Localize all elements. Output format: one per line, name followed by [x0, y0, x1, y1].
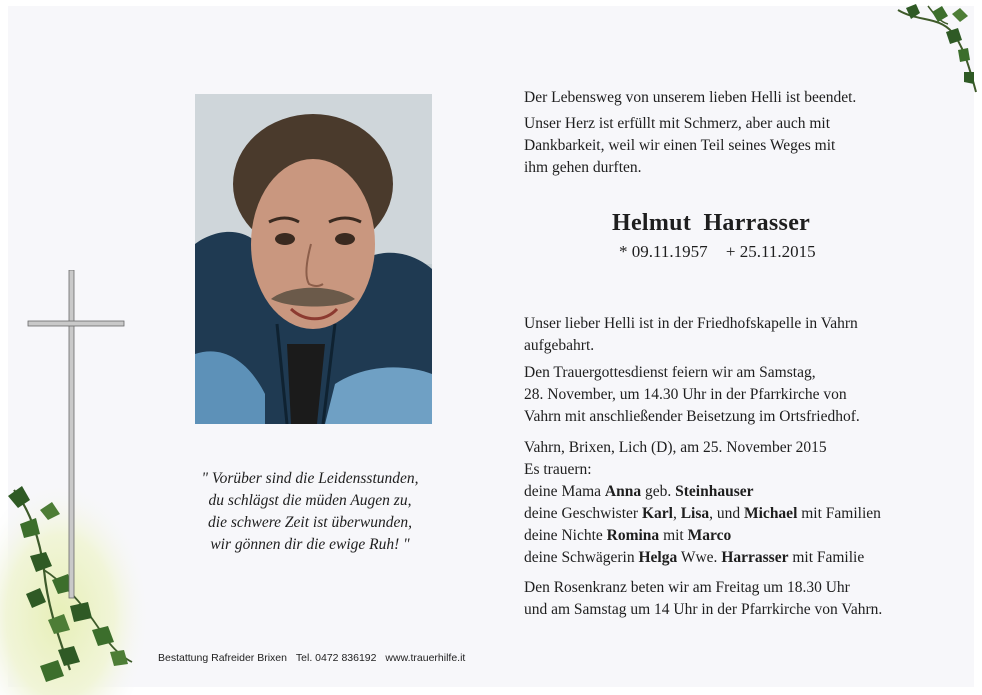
mourner-relation: deine Schwägerin	[524, 549, 639, 566]
mourner-relation: deine Nichte	[524, 527, 607, 544]
mourner-relation: deine Mama	[524, 483, 605, 500]
mourner-line	[524, 481, 881, 503]
intro-line: ihm gehen durften.	[524, 159, 642, 176]
funeral-home-website: www.trauerhilfe.it	[385, 652, 466, 664]
place-date: Vahrn, Brixen, Lich (D), am 25. November 2015	[524, 439, 827, 456]
body-line: 28. November, um 14.30 Uhr in der Pfarrkirche von	[524, 386, 847, 403]
rosary-line: Den Rosenkranz beten wir am Freitag um 18.30 Uhr	[524, 579, 850, 596]
rosary-paragraph	[524, 577, 882, 621]
portrait-photo	[195, 94, 432, 424]
mourner-text: mit Familie	[788, 549, 865, 566]
rosary-line: und am Samstag um 14 Uhr in der Pfarrkirche von Vahrn.	[524, 601, 883, 618]
funeral-home-name: Bestattung Rafreider Brixen	[158, 652, 287, 664]
mourner-text: mit Familien	[797, 505, 881, 522]
funeral-home-footer	[158, 652, 465, 664]
intro-paragraph	[524, 113, 835, 179]
mourner-name: Anna	[604, 483, 642, 500]
intro-line: Dankbarkeit, weil wir einen Teil seines Weges mit	[524, 137, 836, 154]
mourner-line	[524, 525, 881, 547]
mourner-name: Steinhauser	[675, 483, 754, 500]
mourner-name: Helga	[638, 549, 678, 566]
body-line: Unser lieber Helli ist in der Friedhofskapelle in Vahrn	[524, 315, 858, 332]
quote-line: " Vorüber sind die Leidensstunden,	[201, 470, 419, 487]
ivy-decoration-top-right	[888, 2, 980, 98]
mourner-text: , und	[709, 505, 744, 522]
mourner-text: mit	[659, 527, 688, 544]
intro-line: Unser Herz ist erfüllt mit Schmerz, aber auch mit	[524, 115, 831, 132]
mourner-relation: deine Geschwister	[524, 505, 642, 522]
body-line: Den Trauergottesdienst feiern wir am Samstag,	[524, 364, 816, 381]
mourner-name: Karl	[641, 505, 673, 522]
first-name: Helmut	[612, 210, 692, 236]
funeral-paragraph	[524, 362, 860, 428]
quote-line: wir gönnen dir die ewige Ruh! "	[210, 536, 410, 553]
mourner-text: ,	[672, 505, 681, 522]
mourner-line	[524, 547, 881, 569]
mourners-intro: Es trauern:	[524, 461, 592, 478]
cross-symbol	[26, 270, 128, 600]
mourner-name: Michael	[744, 505, 798, 522]
life-dates	[619, 242, 816, 262]
last-name: Harrasser	[703, 210, 811, 236]
quote-line: du schlägst die müden Augen zu,	[208, 492, 412, 509]
wake-paragraph	[524, 313, 858, 357]
mourner-name: Romina	[606, 527, 660, 544]
mourner-text: Wwe.	[677, 549, 722, 566]
mourner-name: Harrasser	[721, 549, 789, 566]
mourner-line	[524, 503, 881, 525]
birth-date: * 09.11.1957	[619, 242, 708, 261]
intro-line: Der Lebensweg von unserem lieben Helli ist beendet.	[524, 89, 857, 106]
memorial-quote	[160, 468, 460, 556]
funeral-home-phone: Tel. 0472 836192	[295, 652, 377, 664]
body-line: aufgebahrt.	[524, 337, 595, 354]
mourners-block	[524, 437, 881, 569]
mourner-name: Marco	[687, 527, 732, 544]
death-date: + 25.11.2015	[725, 242, 816, 261]
quote-line: die schwere Zeit ist überwunden,	[208, 514, 412, 531]
mourner-name: Lisa	[680, 505, 710, 522]
mourner-text: geb.	[641, 483, 676, 500]
body-line: Vahrn mit anschließender Beisetzung im Ortsfriedhof.	[524, 408, 860, 425]
deceased-name	[612, 210, 810, 237]
